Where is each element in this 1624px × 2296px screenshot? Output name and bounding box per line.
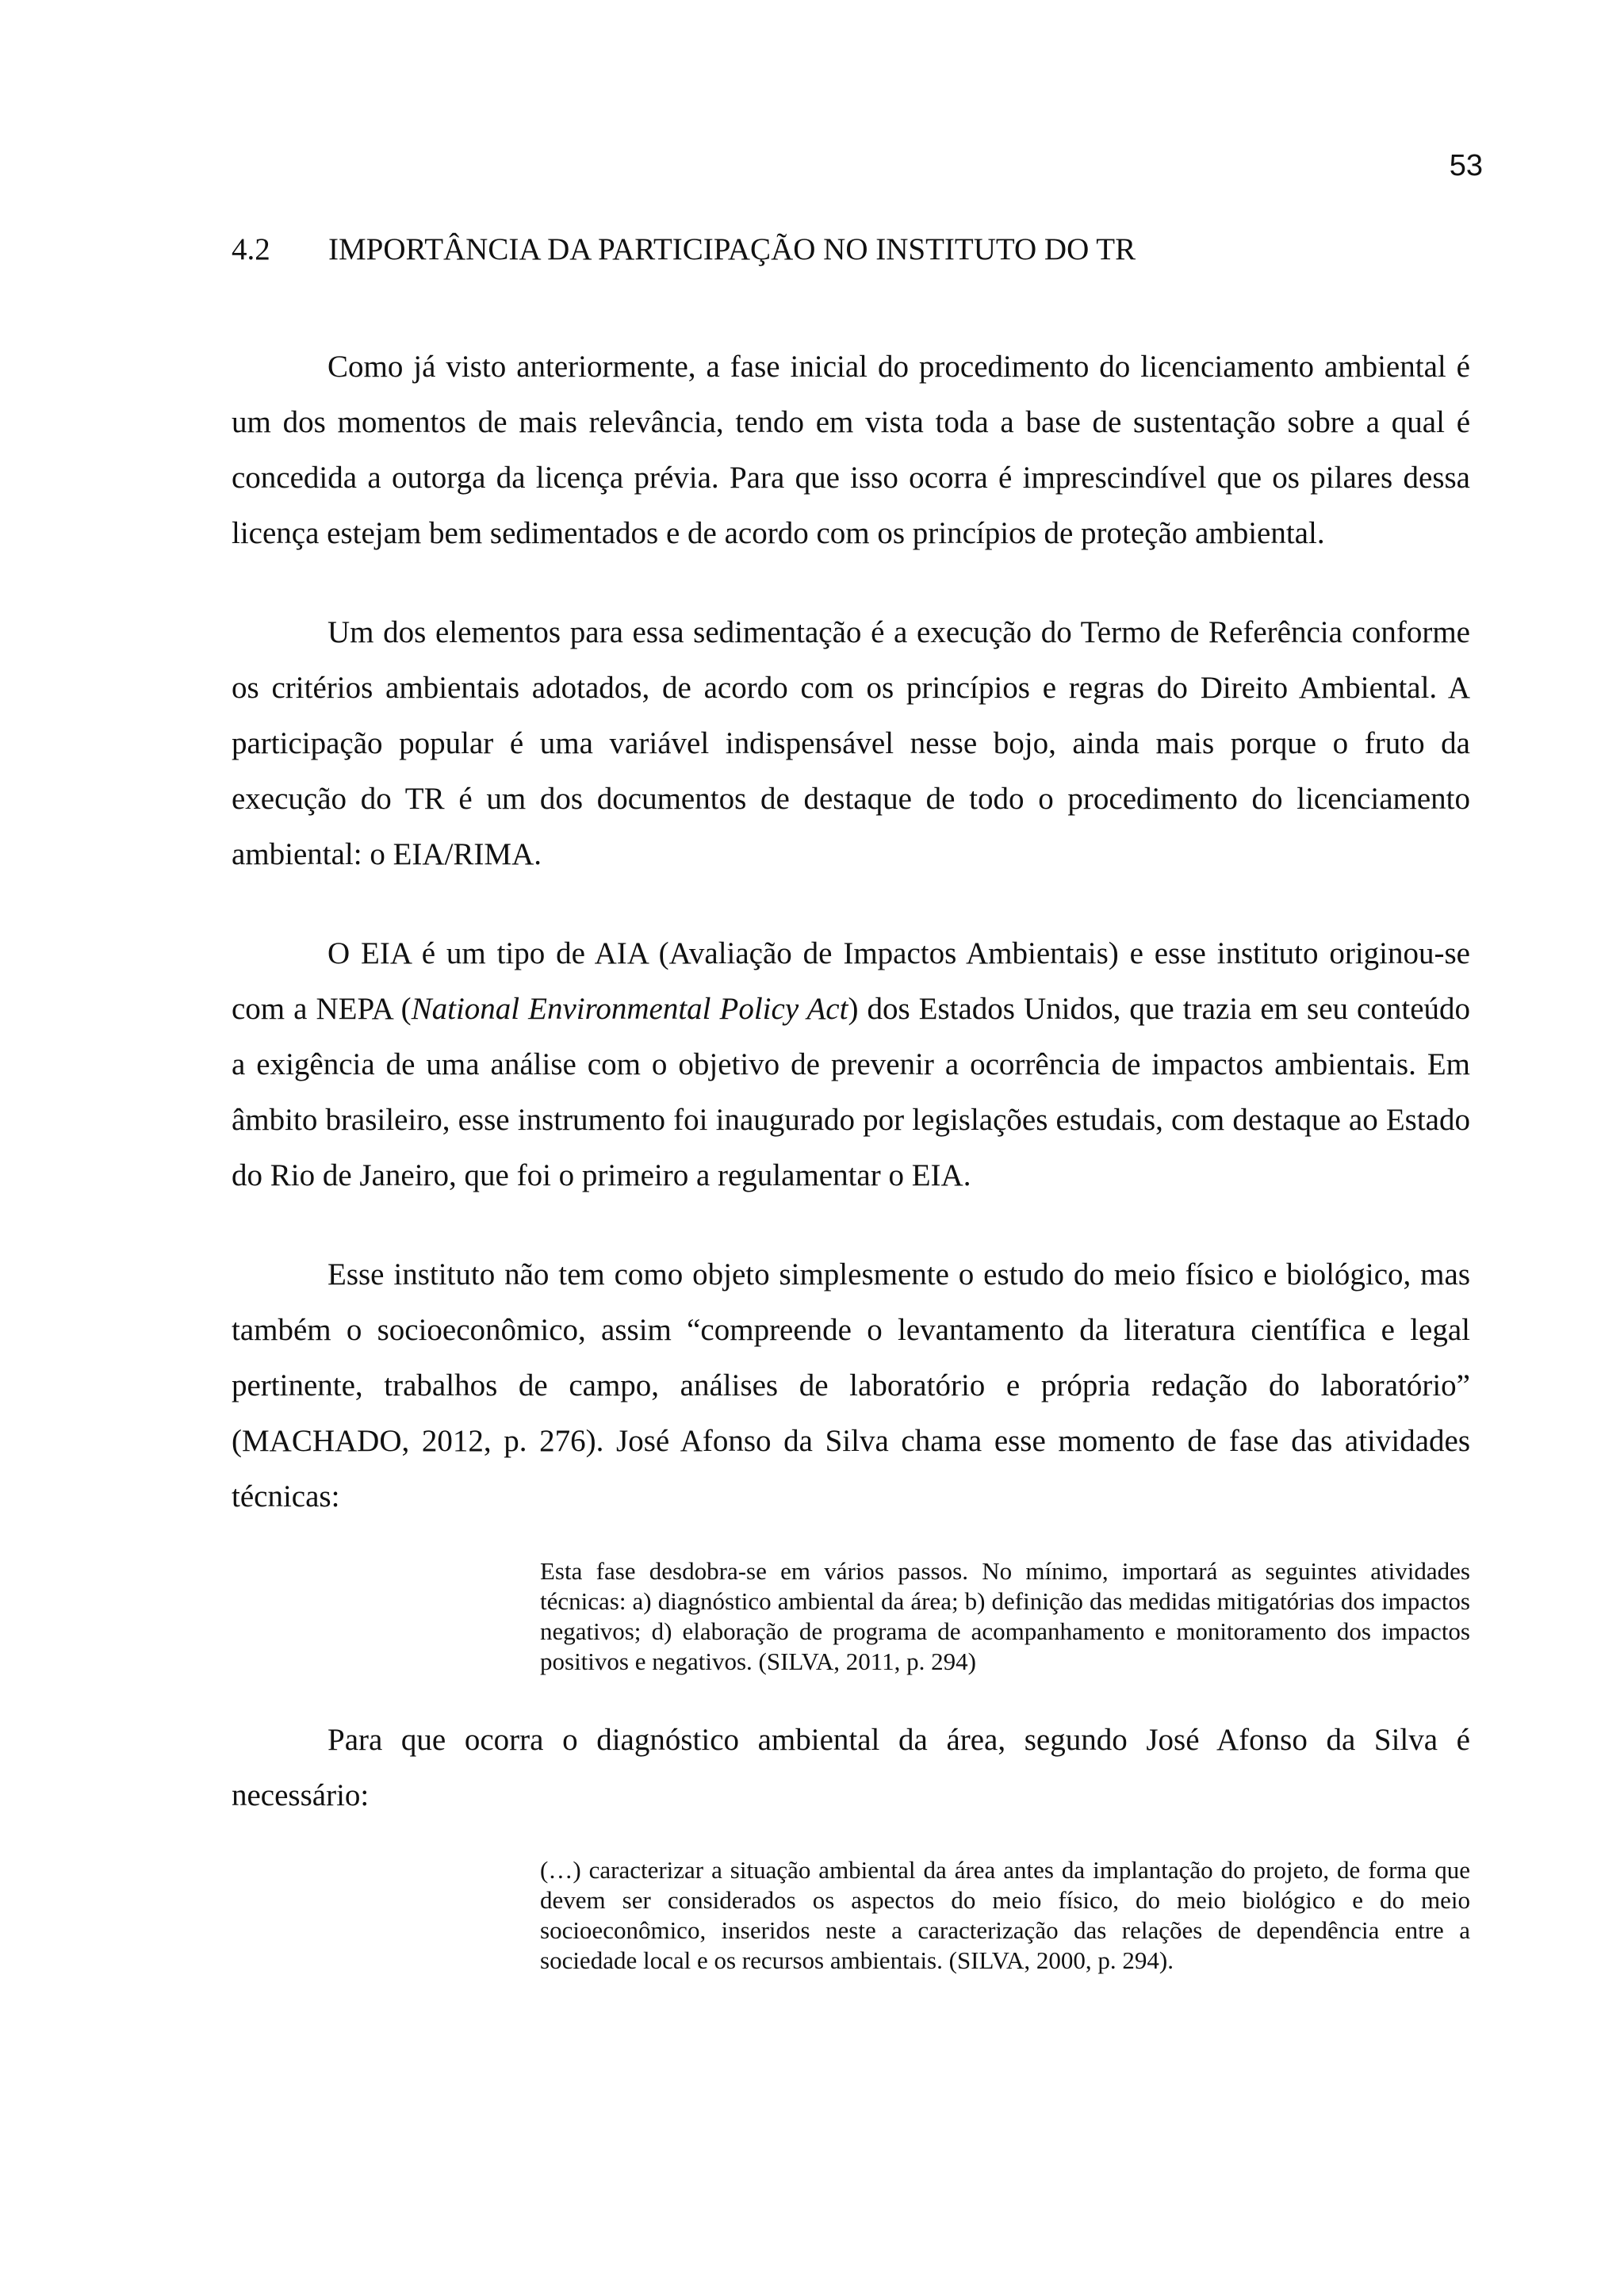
section-title: IMPORTÂNCIA DA PARTICIPAÇÃO NO INSTITUTO DO TR bbox=[328, 232, 1136, 266]
paragraph-3-italic: National Environmental Policy Act bbox=[411, 992, 848, 1026]
section-number: 4.2 bbox=[232, 232, 270, 266]
paragraph-3 bbox=[232, 926, 1470, 1203]
block-quote-2: (…) caracterizar a situação ambiental da área antes da implantação do projeto, de forma que devem ser considerados os aspectos do meio físico, do meio biológico e do meio socioeconômico, inseridos neste a caracterização das relações de dependência entre a sociedade local e os recursos ambientais. (SILVA, 2000, p. 294). bbox=[540, 1856, 1470, 1974]
paragraph-1: Como já visto anteriormente, a fase inicial do procedimento do licenciamento ambiental é um dos momentos de mais relevância, tendo em vista toda a base de sustentação sobre a qual é concedida a outorga da licença prévia. Para que isso ocorra é imprescindível que os pilares dessa licença estejam bem sedimentados e de acordo com os princípios de proteção ambiental. bbox=[232, 350, 1470, 550]
paragraph-2: Um dos elementos para essa sedimentação é a execução do Termo de Referência conforme os critérios ambientais adotados, de acordo com os princípios e regras do Direito Ambiental. A participação popular é uma variável indispensável nesse bojo, ainda mais porque o fruto da execução do TR é um dos documentos de destaque de todo o procedimento do licenciamento ambiental: o EIA/RIMA. bbox=[232, 615, 1470, 871]
body-text bbox=[232, 339, 1470, 2011]
paragraph-3-text-b: ) dos Estados Unidos, que trazia em seu conteúdo a exigência de uma análise com o objetivo de prevenir a ocorrência de impactos ambientais. Em âmbito brasileiro, esse instrumento foi inaugurado por legislações estudais, com destaque ao Estado do Rio de Janeiro, que foi o primeiro a regulamentar o EIA. bbox=[232, 992, 1470, 1192]
paragraph-3-text-a: O EIA é um tipo de AIA (Avaliação de Impactos Ambientais) e esse instituto originou-se com a NEPA ( bbox=[232, 936, 1470, 1026]
block-quote-1: Esta fase desdobra-se em vários passos. No mínimo, importará as seguintes atividades técnicas: a) diagnóstico ambiental da área; b) definição das medidas mitigatórias dos impactos negativos; d) elaboração de programa de acompanhamento e monitoramento dos impactos positivos e negativos. (SILVA, 2011, p. 294) bbox=[540, 1557, 1470, 1675]
paragraph-5: Para que ocorra o diagnóstico ambiental da área, segundo José Afonso da Silva é necessário: bbox=[232, 1723, 1470, 1812]
page-number: 53 bbox=[1449, 149, 1483, 182]
paragraph-4: Esse instituto não tem como objeto simplesmente o estudo do meio físico e biológico, mas também o socioeconômico, assim “compreende o levantamento da literatura científica e legal pertinente, trabalhos de campo, análises de laboratório e própria redação do laboratório” (MACHADO, 2012, p. 276). José Afonso da Silva chama esse momento de fase das atividades técnicas: bbox=[232, 1257, 1470, 1513]
section-heading bbox=[232, 232, 1136, 269]
